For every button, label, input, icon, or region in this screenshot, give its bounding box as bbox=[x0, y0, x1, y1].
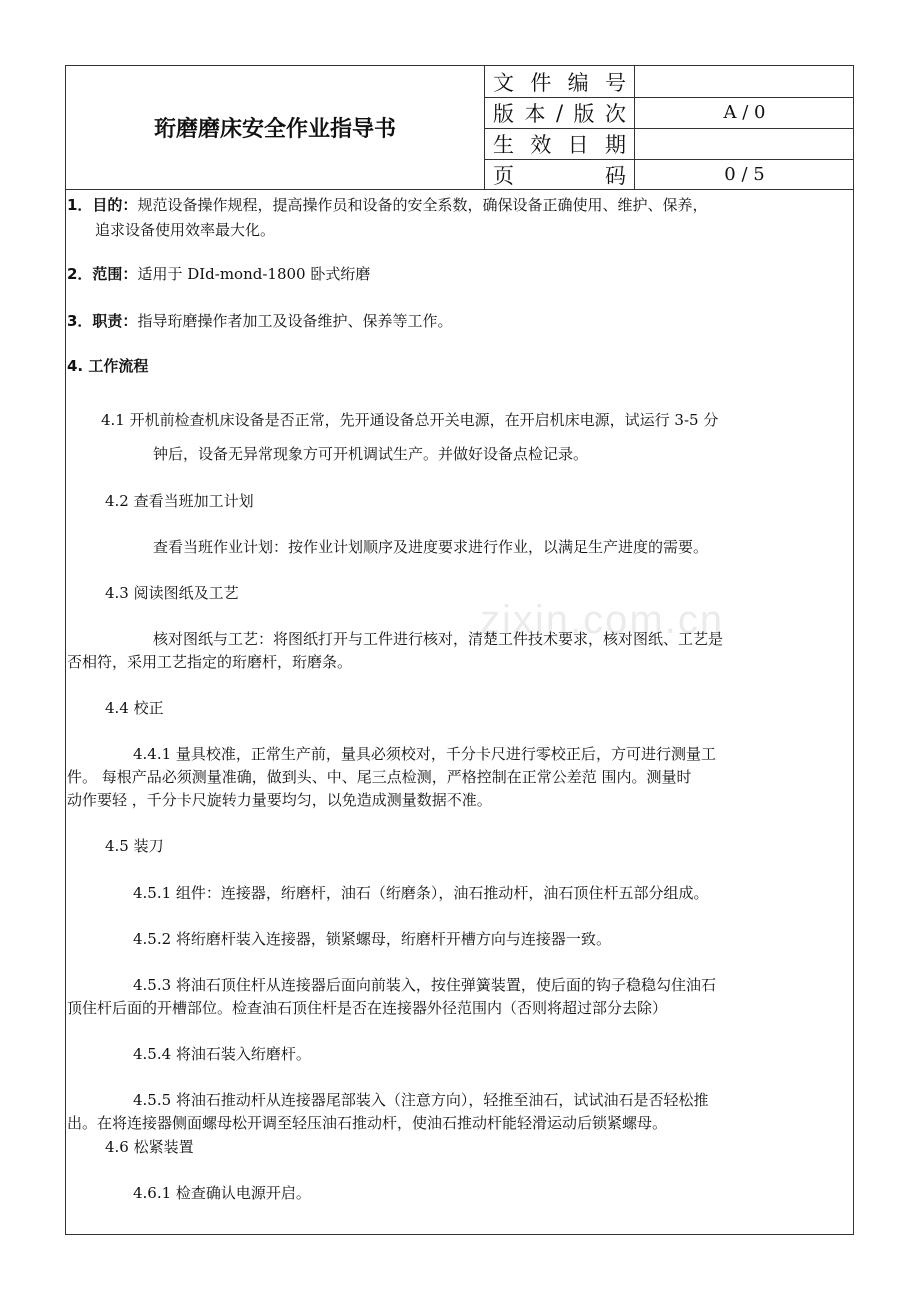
workflow-heading: 4. 工作流程 bbox=[67, 357, 149, 375]
step-4-5-4: 4.5.4 将油石装入绗磨杆。 bbox=[133, 1045, 311, 1063]
purpose-line-1: 1．目的：规范设备操作规程，提高操作员和设备的安全系数，确保设备正确使用、维护、保养， bbox=[67, 196, 708, 214]
step-4-3-line-2: 否相符，采用工艺指定的珩磨杆，珩磨条。 bbox=[67, 653, 353, 671]
meta-label-version: 版 本 / 版 次 bbox=[485, 97, 635, 128]
meta-label-doc-number: 文 件 编 号 bbox=[485, 66, 635, 97]
meta-label-page: 页 码 bbox=[485, 159, 635, 190]
step-4-2-heading: 4.2 查看当班加工计划 bbox=[105, 492, 254, 510]
step-4-3-heading: 4.3 阅读图纸及工艺 bbox=[105, 584, 239, 602]
step-4-1-line-2: 钟后，设备无异常现象方可开机调试生产。并做好设备点检记录。 bbox=[153, 445, 589, 463]
step-4-6-heading: 4.6 松紧装置 bbox=[105, 1138, 194, 1156]
step-4-5-2: 4.5.2 将绗磨杆装入连接器，锁紧螺母，绗磨杆开槽方向与连接器一致。 bbox=[133, 930, 611, 948]
meta-value-effective-date bbox=[636, 128, 853, 159]
step-4-3-line-1: 核对图纸与工艺：将图纸打开与工件进行核对，清楚工件技术要求，核对图纸、工艺是 bbox=[153, 630, 724, 648]
step-4-5-5-line-2: 出。在将连接器侧面螺母松开调至轻压油石推动杆，使油石推动杆能轻滑运动后锁紧螺母。 bbox=[67, 1114, 668, 1132]
meta-row-effective-date bbox=[485, 128, 853, 160]
meta-row-doc-number bbox=[485, 66, 853, 98]
step-4-5-5-line-1: 4.5.5 将油石推动杆从连接器尾部装入（注意方向），轻推至油石，试试油石是否轻松推 bbox=[133, 1091, 709, 1109]
watermark: zixin.com.cn bbox=[480, 598, 725, 642]
step-4-1-line-1: 4.1 开机前检查机床设备是否正常，先开通设备总开关电源，在开启机床电源，试运行 3-5 分 bbox=[101, 411, 719, 429]
document-title: 珩磨磨床安全作业指导书 bbox=[66, 66, 485, 189]
meta-row-version bbox=[485, 97, 853, 129]
document-frame bbox=[65, 65, 854, 1235]
responsibility-line: 3．职责：指导珩磨操作者加工及设备维护、保养等工作。 bbox=[67, 312, 453, 330]
meta-value-page: 0 / 5 bbox=[724, 164, 765, 185]
step-4-5-1: 4.5.1 组件：连接器，绗磨杆，油石（绗磨条），油石推动杆，油石顶住杆五部分组成。 bbox=[133, 884, 709, 902]
step-4-2-text: 查看当班作业计划：按作业计划顺序及进度要求进行作业，以满足生产进度的需要。 bbox=[153, 538, 709, 556]
step-4-5-heading: 4.5 装刀 bbox=[105, 837, 164, 855]
meta-value-doc-number bbox=[636, 66, 853, 97]
step-4-4-heading: 4.4 校正 bbox=[105, 699, 164, 717]
meta-row-page bbox=[485, 159, 853, 190]
step-4-5-3-line-1: 4.5.3 将油石顶住杆从连接器后面向前装入，按住弹簧装置，使后面的钩子稳稳勾住油石 bbox=[133, 976, 716, 994]
meta-value-version: A / 0 bbox=[723, 102, 766, 123]
step-4-6-1: 4.6.1 检查确认电源开启。 bbox=[133, 1184, 311, 1202]
document-header bbox=[66, 66, 853, 190]
purpose-line-2: 追求设备使用效率最大化。 bbox=[95, 221, 276, 239]
meta-label-effective-date: 生 效 日 期 bbox=[485, 128, 635, 159]
step-4-5-3-line-2: 顶住杆后面的开槽部位。检查油石顶住杆是否在连接器外径范围内（否则将超过部分去除） bbox=[67, 999, 668, 1017]
step-4-4-1-line-1: 4.4.1 量具校准，正常生产前，量具必须校对，千分卡尺进行零校正后，方可进行测量工 bbox=[133, 745, 716, 763]
step-4-4-1-line-2: 件。 每根产品必须测量准确，做到头、中、尾三点检测，严格控制在正常公差范 围内。测量时 bbox=[67, 768, 692, 786]
scope-line: 2．范围：适用于 DId-mond-1800 卧式绗磨 bbox=[67, 265, 371, 283]
step-4-4-1-line-3: 动作要轻 ，千分卡尺旋转力量要均匀，以免造成测量数据不准。 bbox=[67, 791, 492, 809]
